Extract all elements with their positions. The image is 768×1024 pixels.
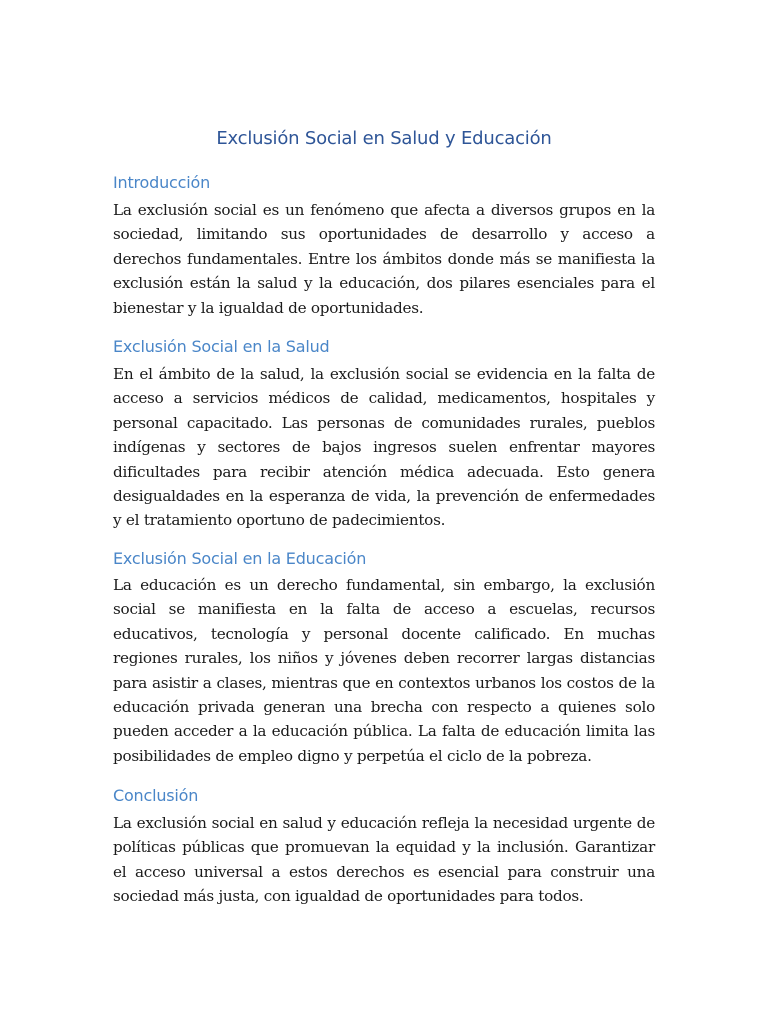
section-body-educacion: La educación es un derecho fundamental, sin embargo, la exclusión social se manifiesta en la falta de acceso a escuelas, recursos educativos, tecnología y personal docente calificado. En muchas regiones rurales, los niños y jóvenes deben recorrer largas distancias para asistir a clases, mientras que en contextos urbanos los costos de la educación privada generan una brecha con respecto a quienes solo pueden acceder a la educación pública. La falta de educación limita las posibilidades de empleo digno y perpetúa el ciclo de la pobreza.	[113, 576, 655, 765]
section-heading-introduccion: Introducción	[113, 173, 211, 192]
section-body-salud: En el ámbito de la salud, la exclusión social se evidencia en la falta de acceso a servicios médicos de calidad, medicamentos, hospitales y personal capacitado. Las personas de comunidades rurales, pueblos indígenas y sectores de bajos ingresos suelen enfrentar mayores dificultades para recibir atención médica adecuada. Esto genera desigualdades en la esperanza de vida, la prevención de enfermedades y el tratamiento oportuno de padecimientos.	[113, 365, 655, 530]
section-body-conclusion: La exclusión social en salud y educación refleja la necesidad urgente de políticas públicas que promuevan la equidad y la inclusión. Garantizar el acceso universal a estos derechos es esencial para construir una sociedad más justa, con igualdad de oportunidades para todos.	[113, 814, 655, 906]
document-title: Exclusión Social en Salud y Educación	[216, 128, 552, 149]
section-heading-salud: Exclusión Social en la Salud	[113, 337, 330, 356]
section-heading-conclusion: Conclusión	[113, 786, 199, 805]
section-heading-educacion: Exclusión Social en la Educación	[113, 549, 367, 568]
section-body-introduccion: La exclusión social es un fenómeno que afecta a diversos grupos en la sociedad, limitando sus oportunidades de desarrollo y acceso a derechos fundamentales. Entre los ámbitos donde más se manifiesta la exclusión están la salud y la educación, dos pilares esenciales para el bienestar y la igualdad de oportunidades.	[113, 201, 655, 317]
